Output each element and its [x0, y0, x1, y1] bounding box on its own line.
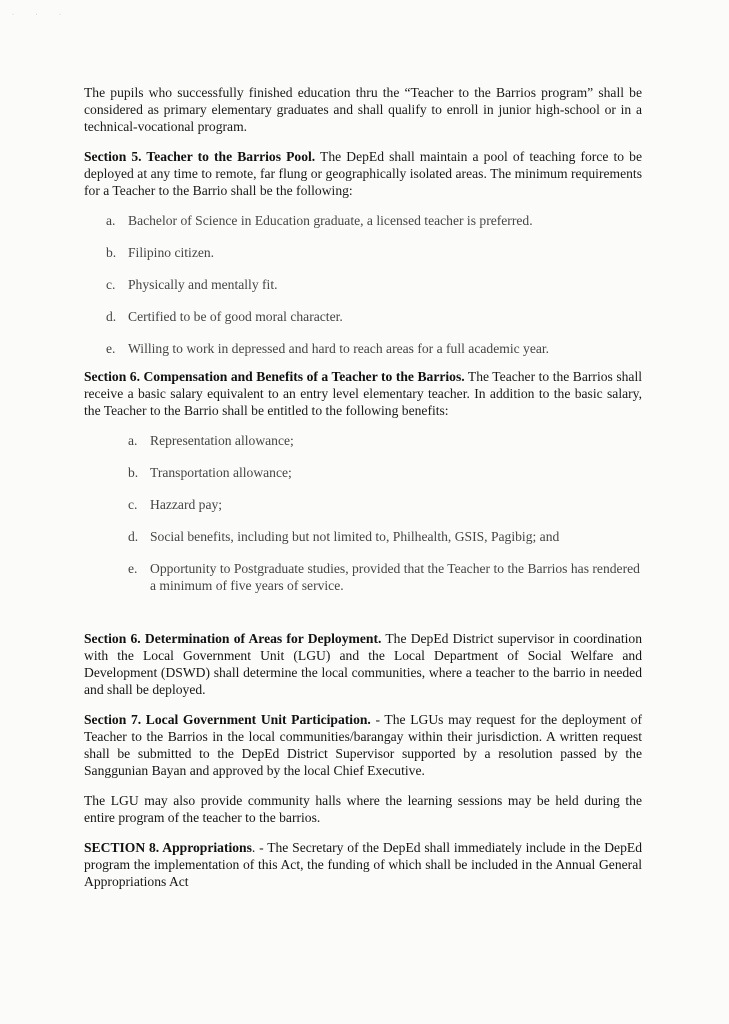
section-6-benefits-list	[128, 432, 642, 594]
list-item-text: Certified to be of good moral character.	[128, 309, 343, 324]
list-marker: a.	[128, 433, 138, 448]
list-item	[128, 560, 642, 594]
section-6-compensation-body: The Teacher to the Barrios shall receive a basic salary equivalent to an entry level elementary teacher. In addition to the basic salary, the Teacher to the Barrio shall be entitled to the following benefits:	[84, 369, 642, 418]
scan-specks: · · ·	[12, 12, 71, 18]
list-marker: d.	[106, 309, 117, 324]
list-marker: b.	[128, 465, 139, 480]
section-7-extra-paragraph: The LGU may also provide community halls where the learning sessions may be held during the entire program of the teacher to the barrios.	[84, 793, 642, 825]
list-item-text: Transportation allowance;	[150, 465, 292, 480]
section-6-compensation-paragraph	[84, 368, 642, 419]
list-marker: d.	[128, 529, 139, 544]
list-item	[128, 528, 642, 545]
section-7-paragraph	[84, 711, 642, 779]
section-8-paragraph	[84, 839, 642, 890]
list-item-text: Bachelor of Science in Education graduate, a licensed teacher is preferred.	[128, 213, 533, 228]
list-marker: e.	[128, 561, 138, 576]
list-item	[128, 496, 642, 513]
list-item-text: Willing to work in depressed and hard to reach areas for a full academic year.	[128, 341, 550, 356]
list-item-text: Hazzard pay;	[150, 497, 223, 512]
list-marker: a.	[106, 213, 116, 228]
list-marker: e.	[106, 341, 116, 356]
list-item	[106, 276, 642, 293]
list-item	[106, 244, 642, 261]
intro-paragraph: The pupils who successfully finished education thru the “Teacher to the Barrios program” shall be considered as primary elementary graduates and shall qualify to enroll in junior high-school or in a technical-vocational program.	[84, 85, 642, 134]
document-body	[84, 84, 642, 903]
list-marker: c.	[128, 497, 138, 512]
list-item-text: Filipino citizen.	[128, 245, 215, 260]
list-item	[106, 308, 642, 325]
section-5-requirements-list	[106, 212, 642, 357]
section-5-heading: Section 5. Teacher to the Barrios Pool.	[84, 149, 316, 164]
section-8-body: . - The Secretary of the DepEd shall immediately include in the DepEd program the implementation of this Act, the funding of which shall be included in the Annual General Appropriations Act	[84, 840, 642, 889]
section-7-body: - The LGUs may request for the deployment of Teacher to the Barrios in the local communities/barangay within their jurisdiction. A written request shall be submitted to the DepEd District Supervisor supported by a resolution passed by the Sanggunian Bayan and approved by the local Chief Executive.	[84, 712, 642, 778]
section-6-deployment-body: The DepEd District supervisor in coordination with the Local Government Unit (LGU) and the Local Department of Social Welfare and Development (DSWD) shall determine the local communities, where a teacher to the barrio in needed and shall be deployed.	[84, 631, 642, 697]
section-5-body: The DepEd shall maintain a pool of teaching force to be deployed at any time to remote, far flung or geographically isolated areas. The minimum requirements for a Teacher to the Barrio shall be the following:	[84, 149, 642, 198]
list-item	[128, 432, 642, 449]
list-item	[106, 340, 642, 357]
list-item-text: Social benefits, including but not limited to, Philhealth, GSIS, Pagibig; and	[150, 529, 560, 544]
section-6-compensation-heading: Section 6. Compensation and Benefits of a Teacher to the Barrios.	[84, 369, 465, 384]
section-6-deployment-paragraph	[84, 630, 642, 698]
section-gap	[84, 594, 642, 630]
list-item-text: Representation allowance;	[150, 433, 294, 448]
list-item	[128, 464, 642, 481]
list-item	[106, 212, 642, 229]
section-8-heading: SECTION 8. Appropriations	[84, 840, 252, 855]
section-5-paragraph	[84, 148, 642, 199]
section-7-heading: Section 7. Local Government Unit Participation.	[84, 712, 371, 727]
list-item-text: Physically and mentally fit.	[128, 277, 278, 292]
list-item-text: Opportunity to Postgraduate studies, provided that the Teacher to the Barrios has rendered a minimum of five years of service.	[150, 561, 640, 593]
section-6-deployment-heading: Section 6. Determination of Areas for Deployment.	[84, 631, 382, 646]
list-marker: b.	[106, 245, 117, 260]
list-marker: c.	[106, 277, 116, 292]
